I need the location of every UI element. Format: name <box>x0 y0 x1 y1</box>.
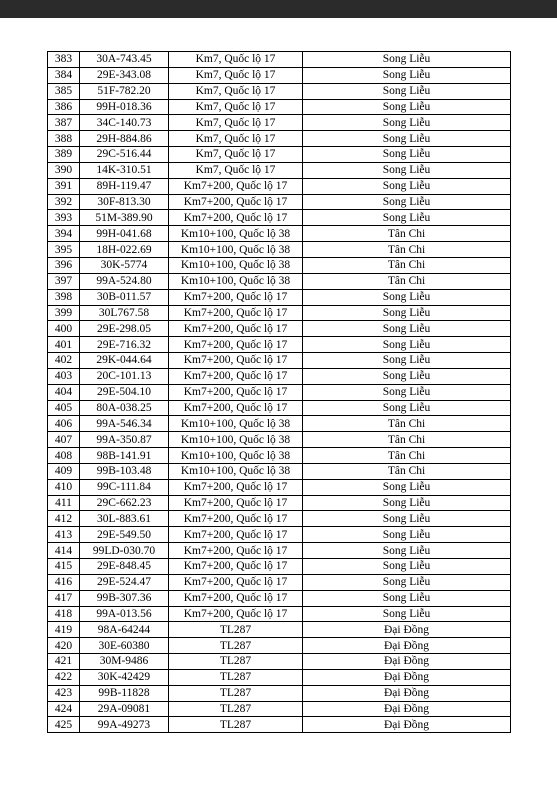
table-row <box>48 353 511 369</box>
violation-location-cell: TL287 <box>169 622 303 638</box>
license-plate-cell: 99A-546.34 <box>80 416 169 432</box>
row-number-cell: 421 <box>48 654 80 670</box>
table-row <box>48 83 511 99</box>
vehicle-table <box>47 51 511 733</box>
row-number-cell: 417 <box>48 590 80 606</box>
license-plate-cell: 99A-350.87 <box>80 432 169 448</box>
license-plate-cell: 30M-9486 <box>80 654 169 670</box>
row-number-cell: 390 <box>48 162 80 178</box>
row-number-cell: 410 <box>48 479 80 495</box>
table-row <box>48 162 511 178</box>
row-number-cell: 425 <box>48 717 80 733</box>
row-number-cell: 400 <box>48 321 80 337</box>
violation-location-cell: Km7, Quốc lộ 17 <box>169 115 303 131</box>
area-name-cell: Tân Chi <box>303 226 511 242</box>
area-name-cell: Song Liễu <box>303 305 511 321</box>
area-name-cell: Tân Chi <box>303 448 511 464</box>
license-plate-cell: 99H-018.36 <box>80 99 169 115</box>
row-number-cell: 383 <box>48 52 80 68</box>
row-number-cell: 406 <box>48 416 80 432</box>
violation-location-cell: TL287 <box>169 654 303 670</box>
table-row <box>48 543 511 559</box>
violation-location-cell: Km10+100, Quốc lộ 38 <box>169 448 303 464</box>
area-name-cell: Song Liễu <box>303 559 511 575</box>
area-name-cell: Song Liễu <box>303 131 511 147</box>
license-plate-cell: 98A-64244 <box>80 622 169 638</box>
license-plate-cell: 99C-111.84 <box>80 479 169 495</box>
area-name-cell: Song Liễu <box>303 178 511 194</box>
table-row <box>48 463 511 479</box>
area-name-cell: Đại Đồng <box>303 669 511 685</box>
table-row <box>48 448 511 464</box>
area-name-cell: Song Liễu <box>303 321 511 337</box>
license-plate-cell: 29E-848.45 <box>80 559 169 575</box>
area-name-cell: Đại Đồng <box>303 717 511 733</box>
violation-location-cell: Km7+200, Quốc lộ 17 <box>169 178 303 194</box>
row-number-cell: 424 <box>48 701 80 717</box>
violation-location-cell: Km7, Quốc lộ 17 <box>169 147 303 163</box>
area-name-cell: Song Liễu <box>303 353 511 369</box>
violation-location-cell: Km7, Quốc lộ 17 <box>169 131 303 147</box>
area-name-cell: Tân Chi <box>303 257 511 273</box>
table-row <box>48 495 511 511</box>
row-number-cell: 416 <box>48 574 80 590</box>
area-name-cell: Song Liễu <box>303 543 511 559</box>
area-name-cell: Song Liễu <box>303 162 511 178</box>
license-plate-cell: 29E-549.50 <box>80 527 169 543</box>
table-row <box>48 305 511 321</box>
license-plate-cell: 20C-101.13 <box>80 368 169 384</box>
area-name-cell: Tân Chi <box>303 432 511 448</box>
violation-location-cell: TL287 <box>169 717 303 733</box>
license-plate-cell: 99B-307.36 <box>80 590 169 606</box>
violation-location-cell: Km10+100, Quốc lộ 38 <box>169 463 303 479</box>
license-plate-cell: 29A-09081 <box>80 701 169 717</box>
viewer-top-bar <box>0 0 557 18</box>
table-row <box>48 400 511 416</box>
area-name-cell: Tân Chi <box>303 416 511 432</box>
table-row <box>48 194 511 210</box>
violation-location-cell: Km7+200, Quốc lộ 17 <box>169 368 303 384</box>
license-plate-cell: 14K-310.51 <box>80 162 169 178</box>
violation-location-cell: Km10+100, Quốc lộ 38 <box>169 226 303 242</box>
table-row <box>48 432 511 448</box>
row-number-cell: 412 <box>48 511 80 527</box>
violation-location-cell: TL287 <box>169 669 303 685</box>
row-number-cell: 401 <box>48 337 80 353</box>
table-row <box>48 559 511 575</box>
table-row <box>48 479 511 495</box>
license-plate-cell: 29E-524.47 <box>80 574 169 590</box>
row-number-cell: 399 <box>48 305 80 321</box>
table-row <box>48 606 511 622</box>
violation-location-cell: Km7+200, Quốc lộ 17 <box>169 511 303 527</box>
violation-location-cell: Km10+100, Quốc lộ 38 <box>169 242 303 258</box>
row-number-cell: 385 <box>48 83 80 99</box>
table-row <box>48 669 511 685</box>
table-row <box>48 384 511 400</box>
license-plate-cell: 99B-103.48 <box>80 463 169 479</box>
table-row <box>48 511 511 527</box>
area-name-cell: Đại Đồng <box>303 622 511 638</box>
license-plate-cell: 99LD-030.70 <box>80 543 169 559</box>
license-plate-cell: 30K-5774 <box>80 257 169 273</box>
row-number-cell: 397 <box>48 273 80 289</box>
table-row <box>48 590 511 606</box>
table-row <box>48 147 511 163</box>
license-plate-cell: 30L767.58 <box>80 305 169 321</box>
violation-location-cell: Km7, Quốc lộ 17 <box>169 67 303 83</box>
row-number-cell: 423 <box>48 685 80 701</box>
area-name-cell: Đại Đồng <box>303 638 511 654</box>
violation-location-cell: Km7, Quốc lộ 17 <box>169 52 303 68</box>
row-number-cell: 418 <box>48 606 80 622</box>
row-number-cell: 396 <box>48 257 80 273</box>
area-name-cell: Đại Đồng <box>303 685 511 701</box>
license-plate-cell: 34C-140.73 <box>80 115 169 131</box>
license-plate-cell: 18H-022.69 <box>80 242 169 258</box>
violation-location-cell: TL287 <box>169 685 303 701</box>
area-name-cell: Song Liễu <box>303 99 511 115</box>
row-number-cell: 389 <box>48 147 80 163</box>
row-number-cell: 420 <box>48 638 80 654</box>
row-number-cell: 388 <box>48 131 80 147</box>
row-number-cell: 392 <box>48 194 80 210</box>
row-number-cell: 402 <box>48 353 80 369</box>
area-name-cell: Song Liễu <box>303 289 511 305</box>
area-name-cell: Tân Chi <box>303 463 511 479</box>
row-number-cell: 391 <box>48 178 80 194</box>
license-plate-cell: 51M-389.90 <box>80 210 169 226</box>
license-plate-cell: 29E-343.08 <box>80 67 169 83</box>
violation-location-cell: Km7+200, Quốc lộ 17 <box>169 194 303 210</box>
area-name-cell: Song Liễu <box>303 511 511 527</box>
row-number-cell: 403 <box>48 368 80 384</box>
table-row <box>48 178 511 194</box>
row-number-cell: 422 <box>48 669 80 685</box>
license-plate-cell: 51F-782.20 <box>80 83 169 99</box>
license-plate-cell: 30E-60380 <box>80 638 169 654</box>
violation-location-cell: Km7+200, Quốc lộ 17 <box>169 210 303 226</box>
license-plate-cell: 99A-49273 <box>80 717 169 733</box>
violation-location-cell: Km7+200, Quốc lộ 17 <box>169 559 303 575</box>
area-name-cell: Đại Đồng <box>303 701 511 717</box>
area-name-cell: Song Liễu <box>303 337 511 353</box>
area-name-cell: Tân Chi <box>303 242 511 258</box>
area-name-cell: Song Liễu <box>303 479 511 495</box>
area-name-cell: Song Liễu <box>303 147 511 163</box>
license-plate-cell: 99H-041.68 <box>80 226 169 242</box>
violation-location-cell: Km10+100, Quốc lộ 38 <box>169 273 303 289</box>
area-name-cell: Song Liễu <box>303 67 511 83</box>
license-plate-cell: 99B-11828 <box>80 685 169 701</box>
table-row <box>48 654 511 670</box>
violation-location-cell: Km7, Quốc lộ 17 <box>169 162 303 178</box>
violation-location-cell: Km7+200, Quốc lộ 17 <box>169 590 303 606</box>
area-name-cell: Song Liễu <box>303 574 511 590</box>
license-plate-cell: 30A-743.45 <box>80 52 169 68</box>
violation-location-cell: Km7+200, Quốc lộ 17 <box>169 353 303 369</box>
row-number-cell: 398 <box>48 289 80 305</box>
license-plate-cell: 98B-141.91 <box>80 448 169 464</box>
row-number-cell: 415 <box>48 559 80 575</box>
row-number-cell: 386 <box>48 99 80 115</box>
license-plate-cell: 89H-119.47 <box>80 178 169 194</box>
license-plate-cell: 29E-504.10 <box>80 384 169 400</box>
license-plate-cell: 29C-662.23 <box>80 495 169 511</box>
violation-location-cell: Km7+200, Quốc lộ 17 <box>169 495 303 511</box>
violation-location-cell: Km7, Quốc lộ 17 <box>169 99 303 115</box>
table-row <box>48 99 511 115</box>
table-row <box>48 685 511 701</box>
violation-location-cell: Km7+200, Quốc lộ 17 <box>169 384 303 400</box>
table-row <box>48 242 511 258</box>
table-row <box>48 527 511 543</box>
violation-location-cell: Km7+200, Quốc lộ 17 <box>169 479 303 495</box>
violation-location-cell: Km7+200, Quốc lộ 17 <box>169 289 303 305</box>
area-name-cell: Song Liễu <box>303 495 511 511</box>
license-plate-cell: 29H-884.86 <box>80 131 169 147</box>
license-plate-cell: 80A-038.25 <box>80 400 169 416</box>
area-name-cell: Song Liễu <box>303 115 511 131</box>
license-plate-cell: 29K-044.64 <box>80 353 169 369</box>
row-number-cell: 408 <box>48 448 80 464</box>
table-row <box>48 717 511 733</box>
license-plate-cell: 30F-813.30 <box>80 194 169 210</box>
row-number-cell: 413 <box>48 527 80 543</box>
violation-location-cell: Km10+100, Quốc lộ 38 <box>169 432 303 448</box>
violation-location-cell: Km7+200, Quốc lộ 17 <box>169 305 303 321</box>
license-plate-cell: 30B-011.57 <box>80 289 169 305</box>
violation-location-cell: Km7, Quốc lộ 17 <box>169 83 303 99</box>
violation-location-cell: Km7+200, Quốc lộ 17 <box>169 321 303 337</box>
violation-location-cell: Km7+200, Quốc lộ 17 <box>169 606 303 622</box>
row-number-cell: 414 <box>48 543 80 559</box>
area-name-cell: Tân Chi <box>303 273 511 289</box>
row-number-cell: 409 <box>48 463 80 479</box>
table-row <box>48 622 511 638</box>
table-row <box>48 52 511 68</box>
license-plate-cell: 30L-883.61 <box>80 511 169 527</box>
row-number-cell: 387 <box>48 115 80 131</box>
violation-location-cell: Km7+200, Quốc lộ 17 <box>169 400 303 416</box>
document-page <box>0 18 557 789</box>
license-plate-cell: 29E-298.05 <box>80 321 169 337</box>
license-plate-cell: 99A-013.56 <box>80 606 169 622</box>
row-number-cell: 384 <box>48 67 80 83</box>
table-row <box>48 321 511 337</box>
area-name-cell: Song Liễu <box>303 384 511 400</box>
violation-location-cell: Km7+200, Quốc lộ 17 <box>169 527 303 543</box>
violation-location-cell: Km10+100, Quốc lộ 38 <box>169 257 303 273</box>
area-name-cell: Đại Đồng <box>303 654 511 670</box>
area-name-cell: Song Liễu <box>303 606 511 622</box>
table-row <box>48 257 511 273</box>
area-name-cell: Song Liễu <box>303 368 511 384</box>
row-number-cell: 419 <box>48 622 80 638</box>
violation-location-cell: TL287 <box>169 638 303 654</box>
row-number-cell: 404 <box>48 384 80 400</box>
license-plate-cell: 99A-524.80 <box>80 273 169 289</box>
row-number-cell: 393 <box>48 210 80 226</box>
table-row <box>48 368 511 384</box>
violation-location-cell: Km7+200, Quốc lộ 17 <box>169 574 303 590</box>
table-row <box>48 226 511 242</box>
table-row <box>48 337 511 353</box>
row-number-cell: 407 <box>48 432 80 448</box>
table-row <box>48 131 511 147</box>
area-name-cell: Song Liễu <box>303 194 511 210</box>
violation-location-cell: Km10+100, Quốc lộ 38 <box>169 416 303 432</box>
vehicle-table-body <box>48 52 511 733</box>
row-number-cell: 411 <box>48 495 80 511</box>
table-row <box>48 115 511 131</box>
row-number-cell: 394 <box>48 226 80 242</box>
license-plate-cell: 29C-516.44 <box>80 147 169 163</box>
table-row <box>48 273 511 289</box>
table-row <box>48 289 511 305</box>
table-row <box>48 67 511 83</box>
row-number-cell: 395 <box>48 242 80 258</box>
area-name-cell: Song Liễu <box>303 210 511 226</box>
row-number-cell: 405 <box>48 400 80 416</box>
table-row <box>48 210 511 226</box>
table-row <box>48 574 511 590</box>
area-name-cell: Song Liễu <box>303 83 511 99</box>
violation-location-cell: Km7+200, Quốc lộ 17 <box>169 543 303 559</box>
area-name-cell: Song Liễu <box>303 527 511 543</box>
license-plate-cell: 29E-716.32 <box>80 337 169 353</box>
license-plate-cell: 30K-42429 <box>80 669 169 685</box>
area-name-cell: Song Liễu <box>303 590 511 606</box>
area-name-cell: Song Liễu <box>303 52 511 68</box>
table-row <box>48 638 511 654</box>
table-row <box>48 416 511 432</box>
table-row <box>48 701 511 717</box>
area-name-cell: Song Liễu <box>303 400 511 416</box>
violation-location-cell: TL287 <box>169 701 303 717</box>
violation-location-cell: Km7+200, Quốc lộ 17 <box>169 337 303 353</box>
